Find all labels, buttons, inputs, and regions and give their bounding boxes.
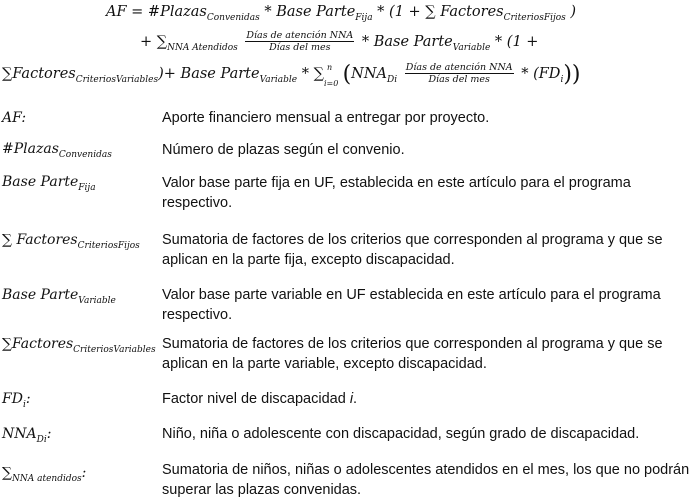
nna-atendidos-subscript: NNA Atendidos <box>167 43 238 53</box>
base-variable-symbol: Base Parte <box>180 66 260 82</box>
open-group: * (1 + <box>494 34 539 50</box>
base-variable-symbol: Base Parte <box>373 34 453 50</box>
definition-desc-nna: Niño, niña o adolescente con discapacidad, según grado de discapacidad. <box>162 426 640 442</box>
definition-desc-base-variable: Valor base parte variable en UF establecida en este artículo para el programa respectivo. <box>162 287 661 323</box>
base-variable-subscript: Variable <box>259 75 298 85</box>
factores-fijos-subscript: CriteriosFijos <box>503 13 566 23</box>
nna-symbol: NNA <box>351 66 388 82</box>
fraction-denominator: Días del mes <box>428 74 490 85</box>
definition-term-factores-fijos: ∑ Factores$_{CriteriosFijos}$ <box>2 232 140 251</box>
dias-fraction <box>405 62 514 86</box>
nna-subscript: Di <box>387 75 398 85</box>
definition-term-base-fija: Base Parte$_{Fija}$ <box>2 174 96 193</box>
definition-term-factores-variables: ∑Factores$_{CriteriosVariables}$ <box>2 336 156 355</box>
close-paren: )) <box>563 62 581 87</box>
fraction-numerator: Días de atención NNA <box>246 30 354 41</box>
fraction-numerator: Días de atención NNA <box>405 62 513 73</box>
definition-desc-factores-variables: Sumatoria de factores de los criterios que corresponden al programa y que se aplican en la parte variable, excepto discapacidad. <box>162 336 663 372</box>
sum-limits <box>323 63 339 88</box>
equals-sign: = <box>131 4 144 20</box>
base-fija-subscript: Fija <box>355 13 373 23</box>
definition-desc-factores-fijos: Sumatoria de factores de los criterios que corresponden al programa y que se aplican en la parte fija, excepto discapacidad. <box>162 232 663 268</box>
dias-fraction <box>245 30 354 54</box>
base-fija-symbol: Base Parte <box>276 4 356 20</box>
factores-variables-symbol: Factores <box>12 66 76 82</box>
definition-term-nna: $NNA_{Di}$: <box>2 426 52 445</box>
factores-fijos-symbol: Factores <box>440 4 504 20</box>
sum-lower-limit: i=0 <box>323 79 339 88</box>
definition-term-sum-nna: $\sum_{NNA atendidos}$: <box>2 465 87 484</box>
multiply-sign: * <box>361 34 370 50</box>
multiply-sign: * <box>521 66 529 82</box>
sum-symbol: ∑ <box>425 4 436 20</box>
plus-sign: + <box>140 34 153 50</box>
definition-term-fd: $FD_i$: <box>2 391 31 410</box>
definition-desc-af: Aporte financiero mensual a entregar por proyecto. <box>162 110 490 126</box>
sum-upper-limit: n <box>326 63 333 72</box>
multiply-sign: * <box>301 66 309 82</box>
close-plus: )+ <box>158 66 176 82</box>
plazas-symbol: #Plazas <box>147 4 207 20</box>
plazas-subscript: Convenidas <box>206 13 260 23</box>
multiply-sign: * <box>264 4 272 20</box>
sum-symbol: ∑ <box>2 66 13 82</box>
formula-line-1 <box>106 3 576 27</box>
definition-desc-plazas: Número de plazas según el convenio. <box>162 142 405 158</box>
base-variable-subscript: Variable <box>452 43 491 53</box>
formula-line-3 <box>2 62 581 89</box>
fd-open: (FD <box>533 66 561 82</box>
sum-symbol: ∑ <box>313 66 324 82</box>
definition-desc-sum-nna: Sumatoria de niños, niñas o adolescentes atendidos en el mes, los que no podrán superar las plazas convenidas. <box>162 462 690 498</box>
fraction-denominator: Días del mes <box>269 42 331 53</box>
open-group: * (1 + <box>377 4 421 20</box>
definition-term-base-variable: Base Parte$_{Variable}$ <box>2 287 116 306</box>
af-symbol: AF <box>106 4 127 20</box>
definition-term-af: AF: <box>2 110 27 126</box>
definition-desc-base-fija: Valor base parte fija en UF, establecida en este artículo para el programa respectivo. <box>162 175 631 211</box>
formula-line-2 <box>140 30 538 57</box>
definition-desc-fd: Factor nivel de discapacidad i. <box>162 391 358 407</box>
open-paren: ( <box>342 62 352 87</box>
sum-symbol: ∑ <box>156 34 168 50</box>
close-group: ) <box>570 4 577 20</box>
definition-term-plazas: #Plazas$_{Convenidas}$ <box>2 141 112 160</box>
fd-subscript: i <box>560 75 564 85</box>
factores-variables-subscript: CriteriosVariables <box>75 75 159 85</box>
